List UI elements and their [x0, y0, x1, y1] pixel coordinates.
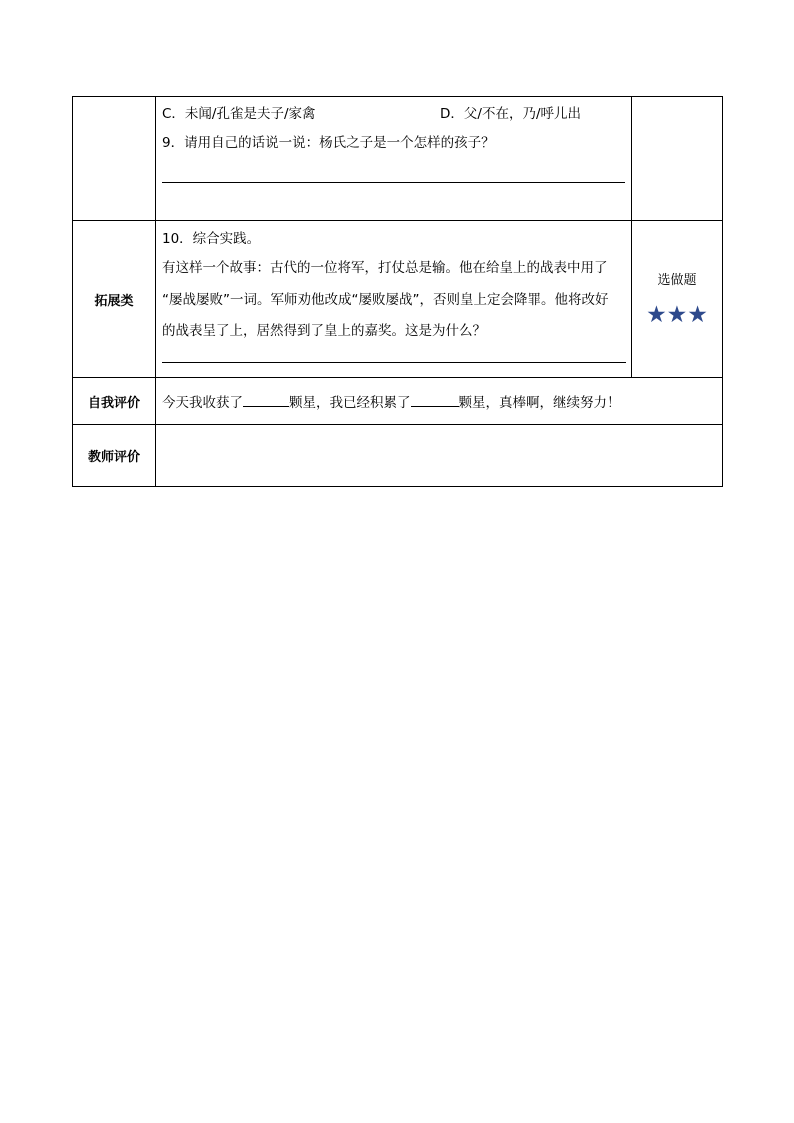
question-10-cell	[156, 221, 632, 378]
category-cell-empty	[73, 97, 156, 221]
question-cell	[156, 97, 632, 221]
question-10-line: 的战表呈了上，居然得到了皇上的嘉奖。这是为什么？	[162, 323, 486, 339]
optional-cell	[632, 221, 723, 378]
self-eval-row	[73, 378, 723, 425]
options-line	[162, 102, 624, 126]
optional-label: 选做题	[657, 273, 697, 288]
self-eval-text-3: 颗星，真棒啊，继续努力！	[458, 395, 621, 411]
category-label-teacher-eval: 教师评价	[73, 425, 156, 487]
question-10-title: 10．综合实践。	[162, 231, 261, 247]
self-eval-text-2: 颗星，我已经积累了	[289, 395, 411, 411]
answer-line[interactable]	[162, 156, 625, 183]
category-label-extension: 拓展类	[73, 221, 156, 378]
option-d: D．父/不在，乃/呼儿出	[440, 106, 581, 122]
category-label-self-eval: 自我评价	[73, 378, 156, 425]
teacher-eval-row	[73, 425, 723, 487]
side-cell-empty	[632, 97, 723, 221]
star-rating-icon: ★★★	[646, 302, 708, 328]
answer-line[interactable]	[162, 348, 626, 363]
question-row	[73, 97, 723, 221]
question-9: 9．请用自己的话说一说：杨氏之子是一个怎样的孩子？	[162, 135, 495, 151]
option-c: C．未闻/孔雀是夫子/家禽	[162, 106, 316, 122]
stars-earned-blank[interactable]	[243, 392, 289, 407]
self-eval-text-1: 今天我收获了	[162, 395, 243, 411]
question-10-line: “屡战屡败”一词。军师劝他改成“屡败屡战”，否则皇上定会降罪。他将改好	[162, 291, 609, 308]
self-eval-content	[156, 378, 723, 425]
teacher-eval-content[interactable]	[156, 425, 723, 487]
question-10-line: 有这样一个故事：古代的一位将军，打仗总是输。他在给皇上的战表中用了	[162, 260, 608, 276]
worksheet-table-wrapper	[72, 96, 722, 488]
extension-row	[73, 221, 723, 378]
worksheet-table	[72, 96, 723, 487]
stars-total-blank[interactable]	[411, 392, 459, 407]
